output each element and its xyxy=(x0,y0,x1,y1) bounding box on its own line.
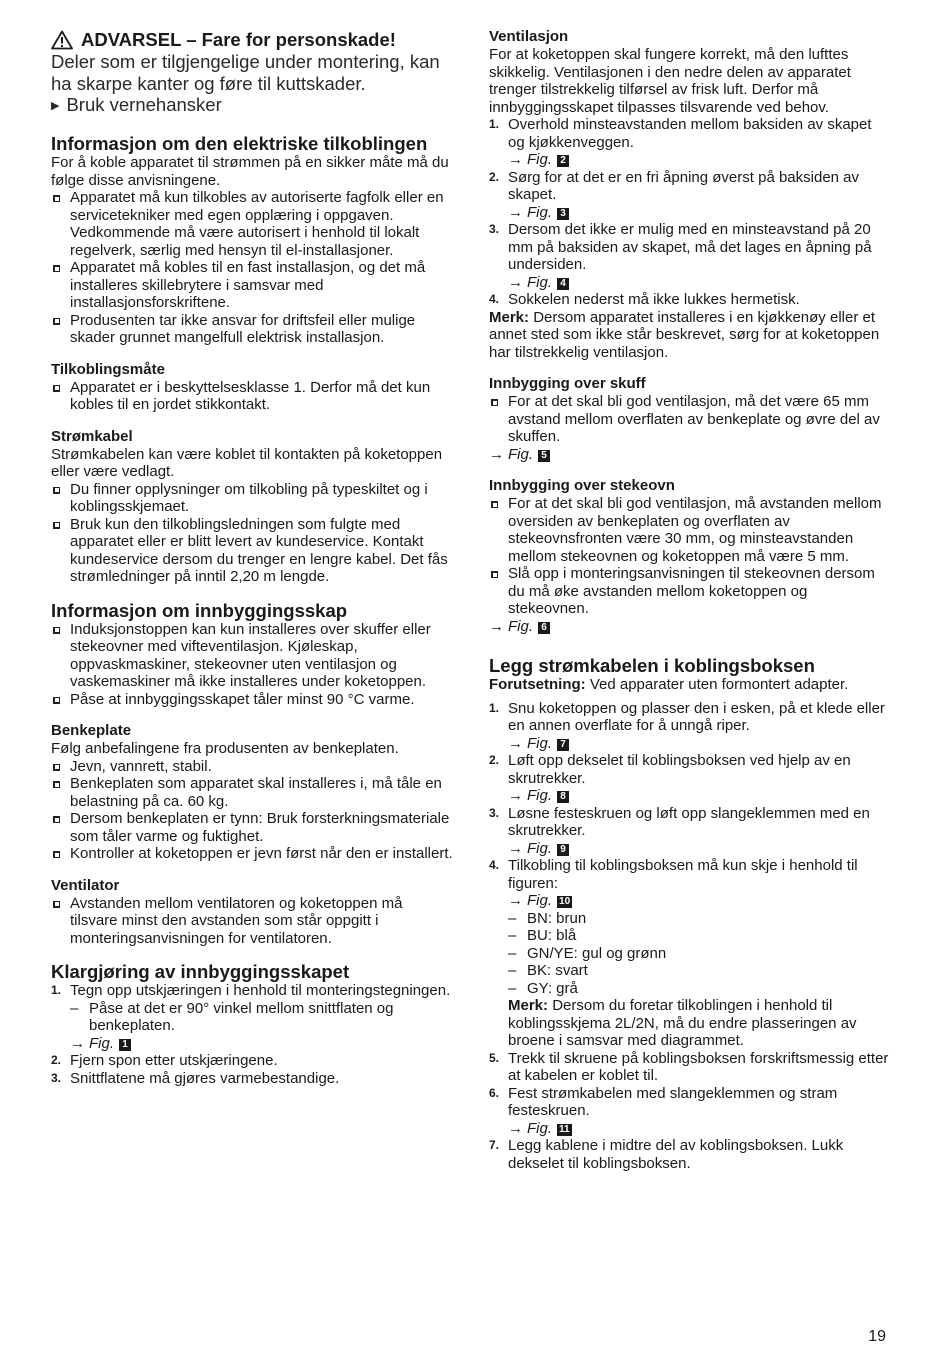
list-item: Dersom benkeplaten er tynn: Bruk forsterkningsmateriale som tåler varme og fuktighet. xyxy=(51,810,453,845)
figure-reference: → Fig. 10 xyxy=(508,892,571,909)
sub-item: – Påse at det er 90° vinkel mellom snittflaten og benkeplaten. xyxy=(70,1000,453,1035)
figure-number-badge: 10 xyxy=(559,896,571,907)
preparation-steps xyxy=(51,982,453,1087)
connection-mode-heading: Tilkoblingsmåte xyxy=(51,360,165,378)
arrow-right-icon: → xyxy=(508,1119,523,1137)
figure-number-badge: 7 xyxy=(557,739,569,751)
figure-number-badge: 5 xyxy=(538,450,550,462)
power-cable-bullets xyxy=(51,481,453,586)
warning-block xyxy=(51,28,453,119)
figure-number-badge: 4 xyxy=(557,278,569,290)
power-cable-heading: Strømkabel xyxy=(51,427,133,445)
step-item: 6. Fest strømkabelen med slangeklemmen og stram festeskruen. → Fig. 11 xyxy=(489,1085,891,1138)
oven-heading: Innbygging over stekeovn xyxy=(489,477,675,494)
arrow-right-icon: → xyxy=(508,787,523,804)
countertop-intro: Følg anbefalingene fra produsenten av benkeplaten. xyxy=(51,740,399,757)
countertop-bullets xyxy=(51,758,453,863)
list-item: Påse at innbyggingsskapet tåler minst 90 °C varme. xyxy=(51,691,453,709)
ventilation-heading: Ventilasjon xyxy=(489,28,569,45)
connection-mode-bullets xyxy=(51,379,453,414)
list-item: Kontroller at koketoppen er jevn først når den er installert. xyxy=(51,845,453,863)
step-item: 1. Tegn opp utskjæringen i henhold til monteringstegningen. – Påse at det er 90° vinkel mellom snittflaten og benkeplaten. → Fig. 1 xyxy=(51,982,453,1052)
step-item: 7. Legg kablene i midtre del av koblingsboksen. Lukk dekselet til koblingsboksen. xyxy=(489,1137,844,1172)
wire-color-item: – GY: grå xyxy=(508,980,891,998)
list-item: Apparatet må kobles til en fast installasjon, og det må installeres skillebrytere i samsvar med installasjonsforskriftene. xyxy=(51,259,453,312)
sub-list xyxy=(70,1000,453,1035)
junction-note: Merk: Dersom du foretar tilkoblingen i henhold til koblingsskjema 2L/2N, må du endre plasseringen av broene i samsvar med diagrammet. xyxy=(508,997,857,1049)
wire-color-item: – BU: blå xyxy=(508,927,891,945)
figure-reference: → Fig. 8 xyxy=(508,787,891,805)
electrical-heading: Informasjon om den elektriske tilkoblingen xyxy=(51,133,428,154)
step-item: 1. Snu koketoppen og plasser den i esken, på et klede eller en annen overflate for å unngå riper. → Fig. 7 xyxy=(489,700,891,753)
step-item: 3. Løsne festeskruen og løft opp slangeklemmen med en skrutrekker. → Fig. 9 xyxy=(489,805,891,858)
drawer-bullets xyxy=(489,393,891,446)
step-item: 3. Dersom det ikke er mulig med en minsteavstand på 20 mm på baksiden av skapet, må det lages en åpning på undersiden. → Fig. 4 xyxy=(489,221,891,291)
preparation-heading: Klargjøring av innbyggingsskapet xyxy=(51,961,350,982)
figure-number-badge: 1 xyxy=(119,1039,131,1051)
figure-number-badge: 3 xyxy=(557,208,569,220)
arrow-right-icon: → xyxy=(508,839,523,857)
figure-number-badge: 11 xyxy=(559,1123,570,1135)
step-item: 2. Fjern spon etter utskjæringene. xyxy=(51,1052,278,1069)
arrow-right-icon: → xyxy=(489,617,504,635)
fan-bullets xyxy=(51,895,453,948)
wire-color-list xyxy=(508,910,891,998)
junction-prerequisite: Forutsetning: Ved apparater uten formontert adapter. xyxy=(489,676,849,693)
list-item: Slå opp i monteringsanvisningen til stekeovnen dersom du må øke avstanden mellom koketoppen og stekeovnen. xyxy=(489,565,891,618)
arrow-right-icon: → xyxy=(508,892,523,909)
electrical-bullets xyxy=(51,189,453,347)
figure-reference: → Fig. 2 xyxy=(508,151,891,169)
list-item: Du finner opplysninger om tilkobling på typeskiltet og i koblingsskjemaet. xyxy=(51,481,453,516)
figure-reference: → Fig. 11 xyxy=(508,1119,570,1137)
arrow-right-icon: → xyxy=(508,734,523,752)
figure-number-badge: 9 xyxy=(557,844,569,856)
oven-bullets xyxy=(489,495,891,618)
figure-number-badge: 2 xyxy=(557,155,569,167)
arrow-right-icon: → xyxy=(508,151,523,168)
fan-heading: Ventilator xyxy=(51,876,120,894)
wire-color-item: – BK: svart xyxy=(508,962,891,980)
warning-triangle-icon xyxy=(51,30,73,50)
list-item: Avstanden mellom ventilatoren og koketoppen må tilsvare minst den avstanden som står oppgitt i monteringsanvisningen for ventilatoren. xyxy=(51,895,453,948)
list-item: Produsenten tar ikke ansvar for driftsfeil eller mulige skader grunnet mangelfull elektrisk installasjon. xyxy=(51,312,453,347)
figure-reference: → Fig. 6 xyxy=(489,618,891,636)
list-item: Apparatet er i beskyttelsesklasse 1. Derfor må det kun kobles til en jordet stikkontakt. xyxy=(51,379,453,414)
step-item: 5. Trekk til skruene på koblingsboksen forskriftsmessig etter at kabelen er koblet til. xyxy=(489,1049,889,1084)
arrow-right-icon: → xyxy=(508,273,523,291)
junction-heading: Legg strømkabelen i koblingsboksen xyxy=(489,655,815,676)
drawer-heading: Innbygging over skuff xyxy=(489,375,646,392)
list-item: Bruk kun den tilkoblingsledningen som fulgte med apparatet eller er blitt levert av kundeservice. Kontakt kundeservice dersom du trenger en lengre kabel. Det fås strømledninger på inntil 2,20 m lengde. xyxy=(51,516,453,586)
list-item: Benkeplaten som apparatet skal installeres i, må tåle en belastning på ca. 60 kg. xyxy=(51,775,453,810)
figure-reference: → Fig. 1 xyxy=(70,1035,453,1053)
figure-reference: → Fig. 9 xyxy=(508,840,891,858)
warning-text: Deler som er tilgjengelige under montering, kan ha skarpe kanter og føre til kuttskader. xyxy=(51,51,440,94)
cabinet-heading: Informasjon om innbyggingsskap xyxy=(51,599,348,621)
wire-color-item: – GN/YE: gul og grønn xyxy=(508,945,891,963)
step-item: 4. Tilkobling til koblingsboksen må kun skje i henhold til figuren: → Fig. 10 – BN: brun – BU: blå – GN/YE: gul og grønn – BK: svart – GY: grå Merk: Dersom du foretar tilkoblingen i henhold til koblingsskjema 2L/2N, må du endre plasseringen av broene i samsvar med diagrammet. xyxy=(489,857,891,1050)
step-item: 4. Sokkelen nederst må ikke lukkes hermetisk. xyxy=(489,291,800,308)
ventilation-note: Merk: Dersom apparatet installeres i en kjøkkenøy eller et annet sted som ikke står beskrevet, sørg for at koketoppen har tilstrekkelig ventilasjon. xyxy=(489,308,880,361)
list-item: Apparatet må kun tilkobles av autoriserte fagfolk eller en servicetekniker med egen opplæring i oppgaven. Vedkommende må være autorisert i henhold til lokalt regelverk, særlig med hensyn til el-installasjoner. xyxy=(51,189,453,259)
step-item: 3. Snittflatene må gjøres varmebestandige. xyxy=(51,1069,340,1087)
figure-reference: → Fig. 7 xyxy=(508,735,891,753)
list-item: For at det skal bli god ventilasjon, må det være 65 mm avstand mellom overflaten av benkeplate og øvre del av skuffen. xyxy=(489,393,891,446)
power-cable-intro: Strømkabelen kan være koblet til kontakten på koketoppen eller være vedlagt. xyxy=(51,445,443,480)
page-number: 19 xyxy=(868,1328,886,1345)
figure-reference: → Fig. 5 xyxy=(489,446,891,464)
figure-reference: → Fig. 4 xyxy=(508,274,891,292)
arrow-right-icon: → xyxy=(508,203,523,221)
electrical-intro: For å koble apparatet til strømmen på en sikker måte må du følge disse anvisningene. xyxy=(51,154,449,189)
step-item: 2. Løft opp dekselet til koblingsboksen ved hjelp av en skrutrekker. → Fig. 8 xyxy=(489,752,891,805)
play-triangle-icon: ▶ xyxy=(51,100,60,112)
step-item: 1. Overhold minsteavstanden mellom baksiden av skapet og kjøkkenveggen. → Fig. 2 xyxy=(489,116,891,169)
figure-reference: → Fig. 3 xyxy=(508,204,891,222)
left-column xyxy=(51,28,453,1087)
cabinet-bullets xyxy=(51,621,453,709)
wire-color-item: – BN: brun xyxy=(508,910,891,928)
list-item: Induksjonstoppen kan kun installeres over skuffer eller stekeovner med vifteventilasjon. Kjøleskap, oppvaskmaskiner, stekeovner uten ventilasjon og vaskemaskiner må ikke installeres under koketoppen. xyxy=(51,621,453,691)
right-column xyxy=(489,28,891,1172)
arrow-right-icon: → xyxy=(70,1034,85,1052)
figure-number-badge: 8 xyxy=(557,791,569,803)
warning-title: ADVARSEL – Fare for personskade! xyxy=(51,28,453,51)
warning-step: ▶ Bruk vernehansker xyxy=(51,94,222,115)
junction-steps xyxy=(489,700,891,1173)
figure-number-badge: 6 xyxy=(538,622,550,634)
list-item: For at det skal bli god ventilasjon, må avstanden mellom oversiden av benkeplaten og overflaten av stekeovnsfronten være 30 mm, og minsteavstanden mellom stekeovnen og koketoppen må være 5 mm. xyxy=(489,495,891,565)
countertop-heading: Benkeplate xyxy=(51,722,132,739)
list-item: Jevn, vannrett, stabil. xyxy=(51,758,453,776)
ventilation-steps xyxy=(489,116,891,309)
ventilation-intro: For at koketoppen skal fungere korrekt, må den lufttes skikkelig. Ventilasjonen i den nedre delen av apparatet trenger tilstrekkelig tilførsel av frisk luft. Derfor må innbyggingsskapet tilpasses tilsvarende ved behov. xyxy=(489,46,851,116)
step-item: 2. Sørg for at det er en fri åpning øverst på baksiden av skapet. → Fig. 3 xyxy=(489,169,891,222)
arrow-right-icon: → xyxy=(489,445,504,463)
